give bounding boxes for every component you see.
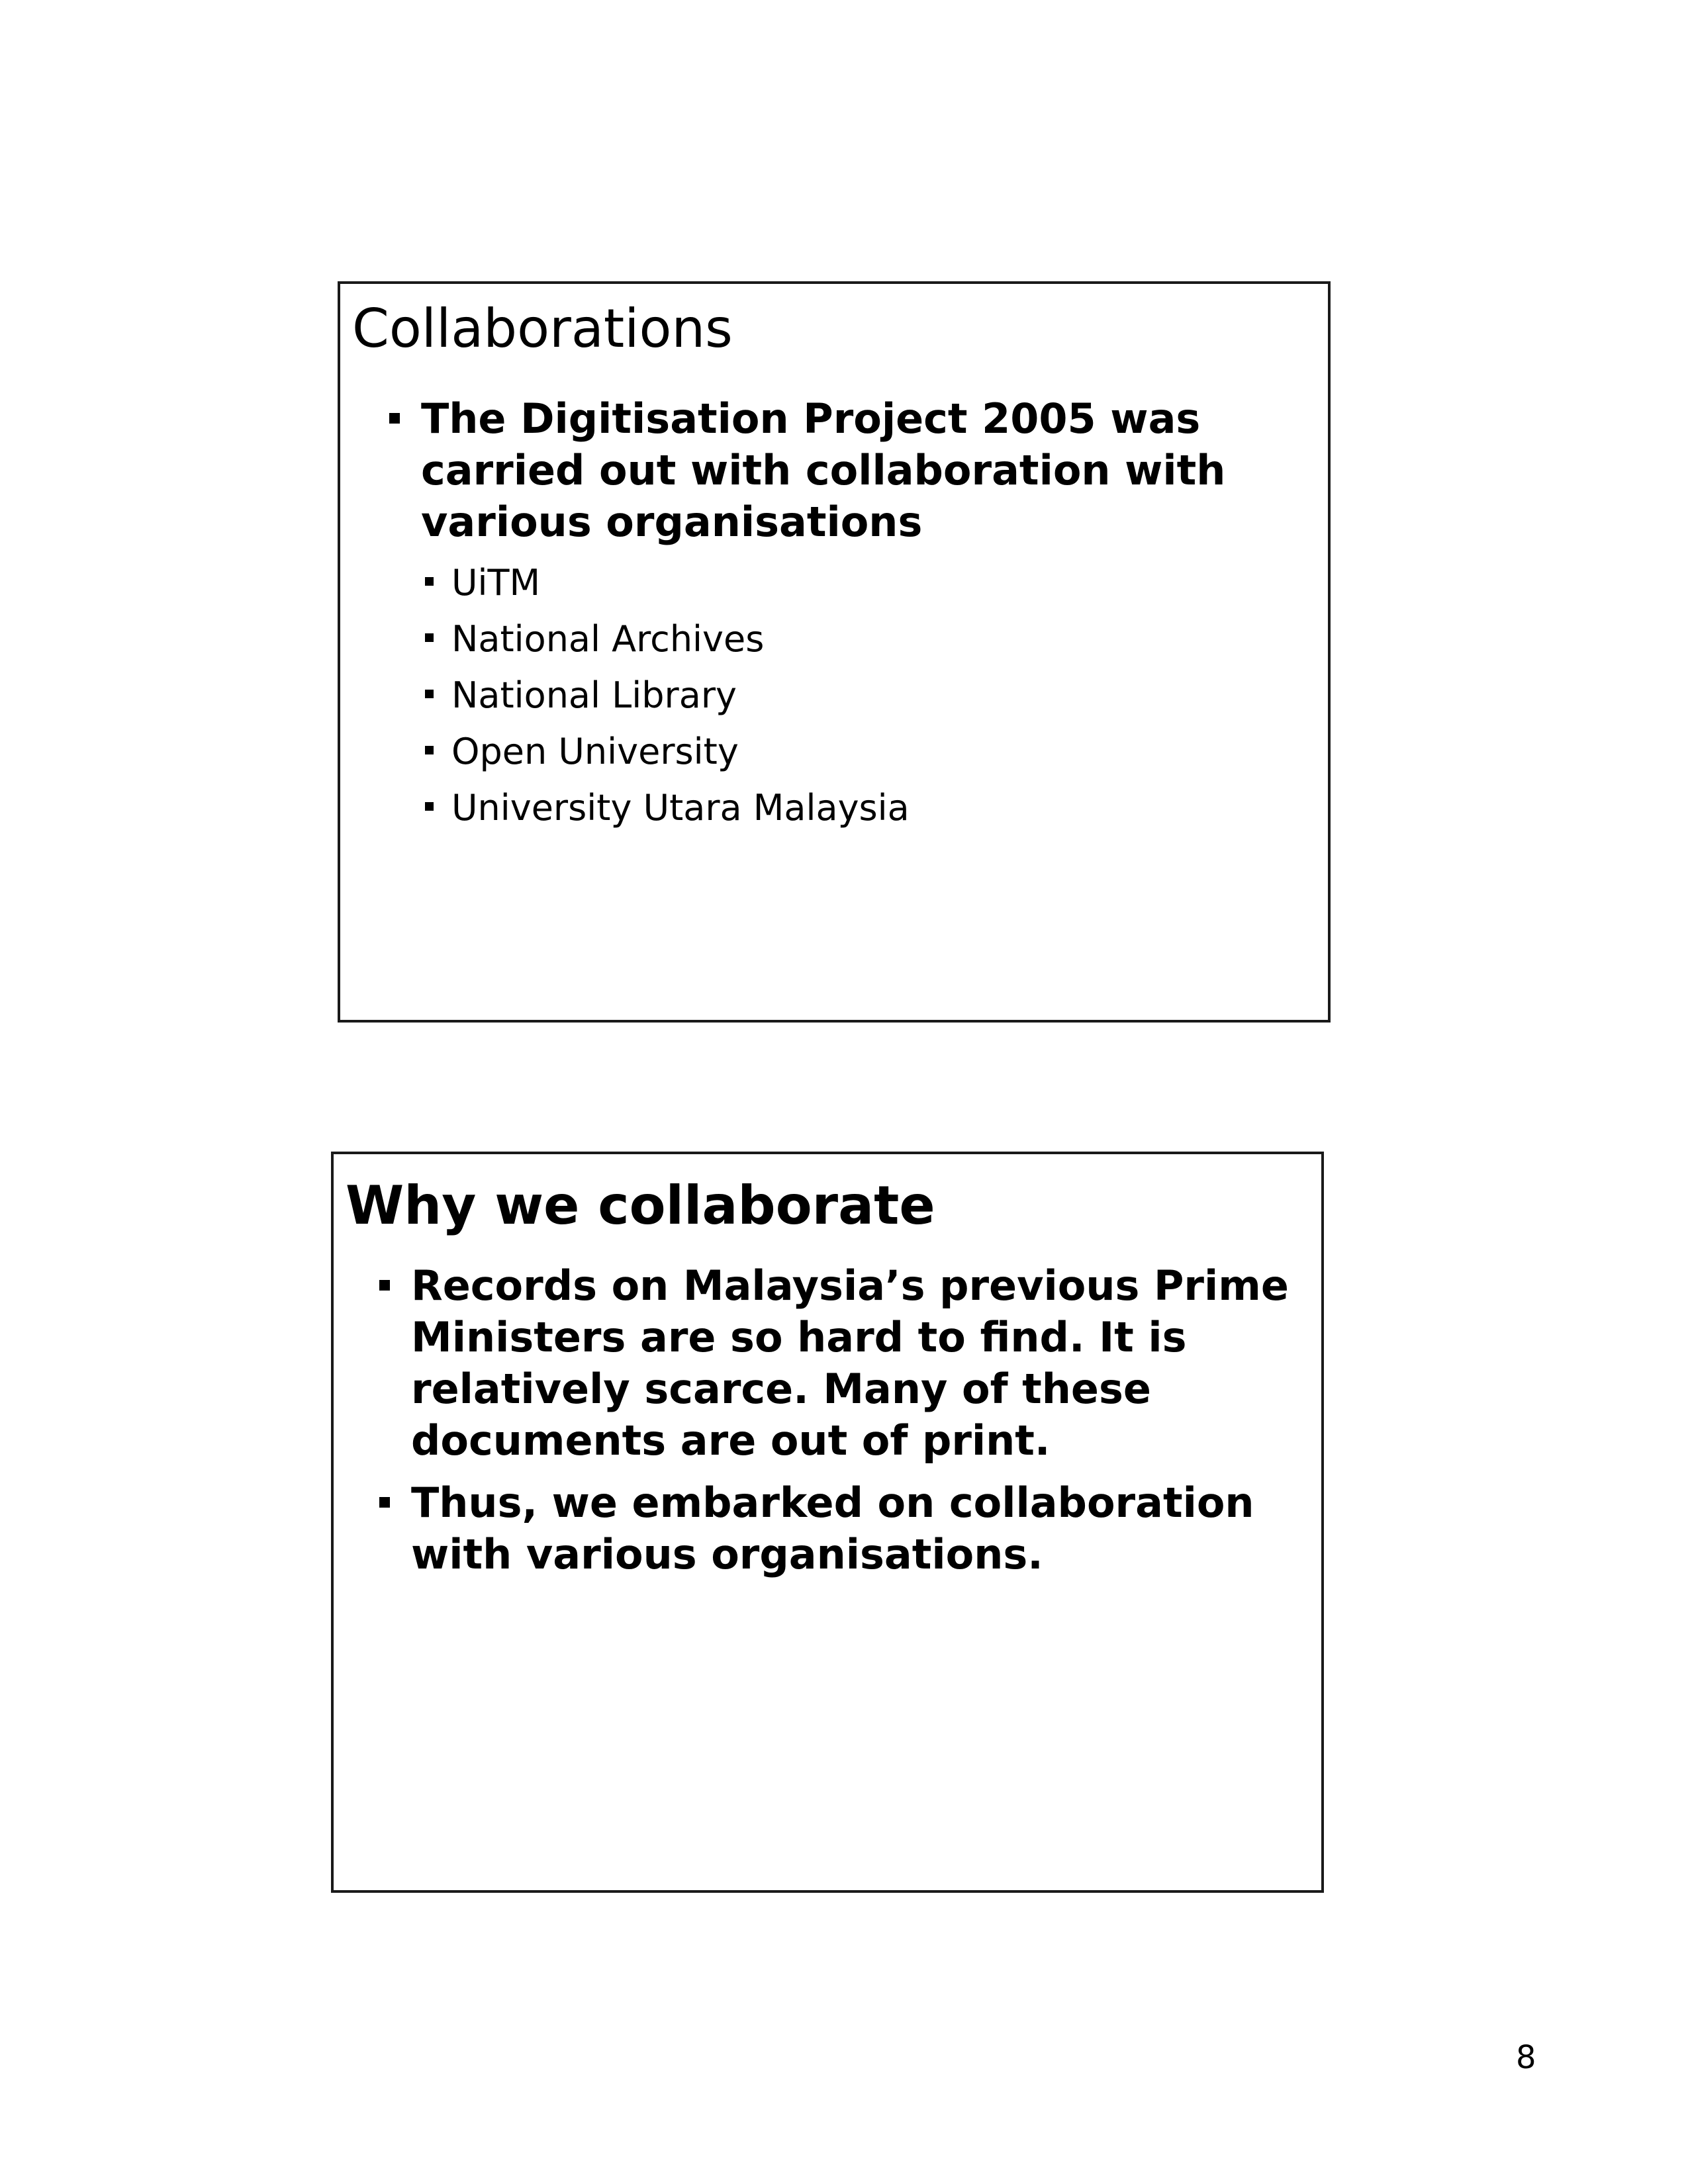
bullet-text: The Digitisation Project 2005 was carried out with collaboration with various organisations xyxy=(421,394,1226,546)
sub-bullet-text: Open University xyxy=(451,731,739,772)
square-bullet-icon xyxy=(379,1497,390,1508)
bullet-text: Records on Malaysia’s previous Prime Ministers are so hard to find. It is relatively scarce. Many of these documents are out of print. xyxy=(411,1261,1289,1465)
slide-title: Why we collaborate xyxy=(346,1175,935,1236)
slide-why-we-collaborate xyxy=(331,1152,1324,1893)
square-bullet-icon xyxy=(425,746,434,754)
sub-bullet-item xyxy=(421,780,1300,836)
page-number: 8 xyxy=(1516,2039,1536,2076)
sub-bullet-text: UiTM xyxy=(451,562,541,604)
square-bullet-icon xyxy=(425,633,434,642)
square-bullet-icon xyxy=(389,413,400,424)
sub-bullet-text: National Archives xyxy=(451,618,765,660)
bullet-item xyxy=(377,1260,1303,1467)
sub-bullet-item xyxy=(421,611,1300,667)
square-bullet-icon xyxy=(379,1280,390,1291)
sub-bullet-text: National Library xyxy=(451,674,737,716)
slide-title: Collaborations xyxy=(352,298,733,359)
sub-bullet-list xyxy=(421,555,1300,836)
bullet-item xyxy=(377,1477,1303,1580)
bullet-item xyxy=(387,393,1300,836)
bullet-text: Thus, we embarked on collaboration with various organisations. xyxy=(411,1479,1254,1578)
sub-bullet-text: University Utara Malaysia xyxy=(451,787,910,829)
bullet-list xyxy=(387,393,1300,836)
square-bullet-icon xyxy=(425,690,434,698)
slide-collaborations xyxy=(338,281,1331,1023)
bullet-list xyxy=(377,1260,1303,1580)
sub-bullet-item xyxy=(421,723,1300,780)
square-bullet-icon xyxy=(425,802,434,811)
sub-bullet-item xyxy=(421,555,1300,611)
sub-bullet-item xyxy=(421,667,1300,723)
square-bullet-icon xyxy=(425,577,434,586)
